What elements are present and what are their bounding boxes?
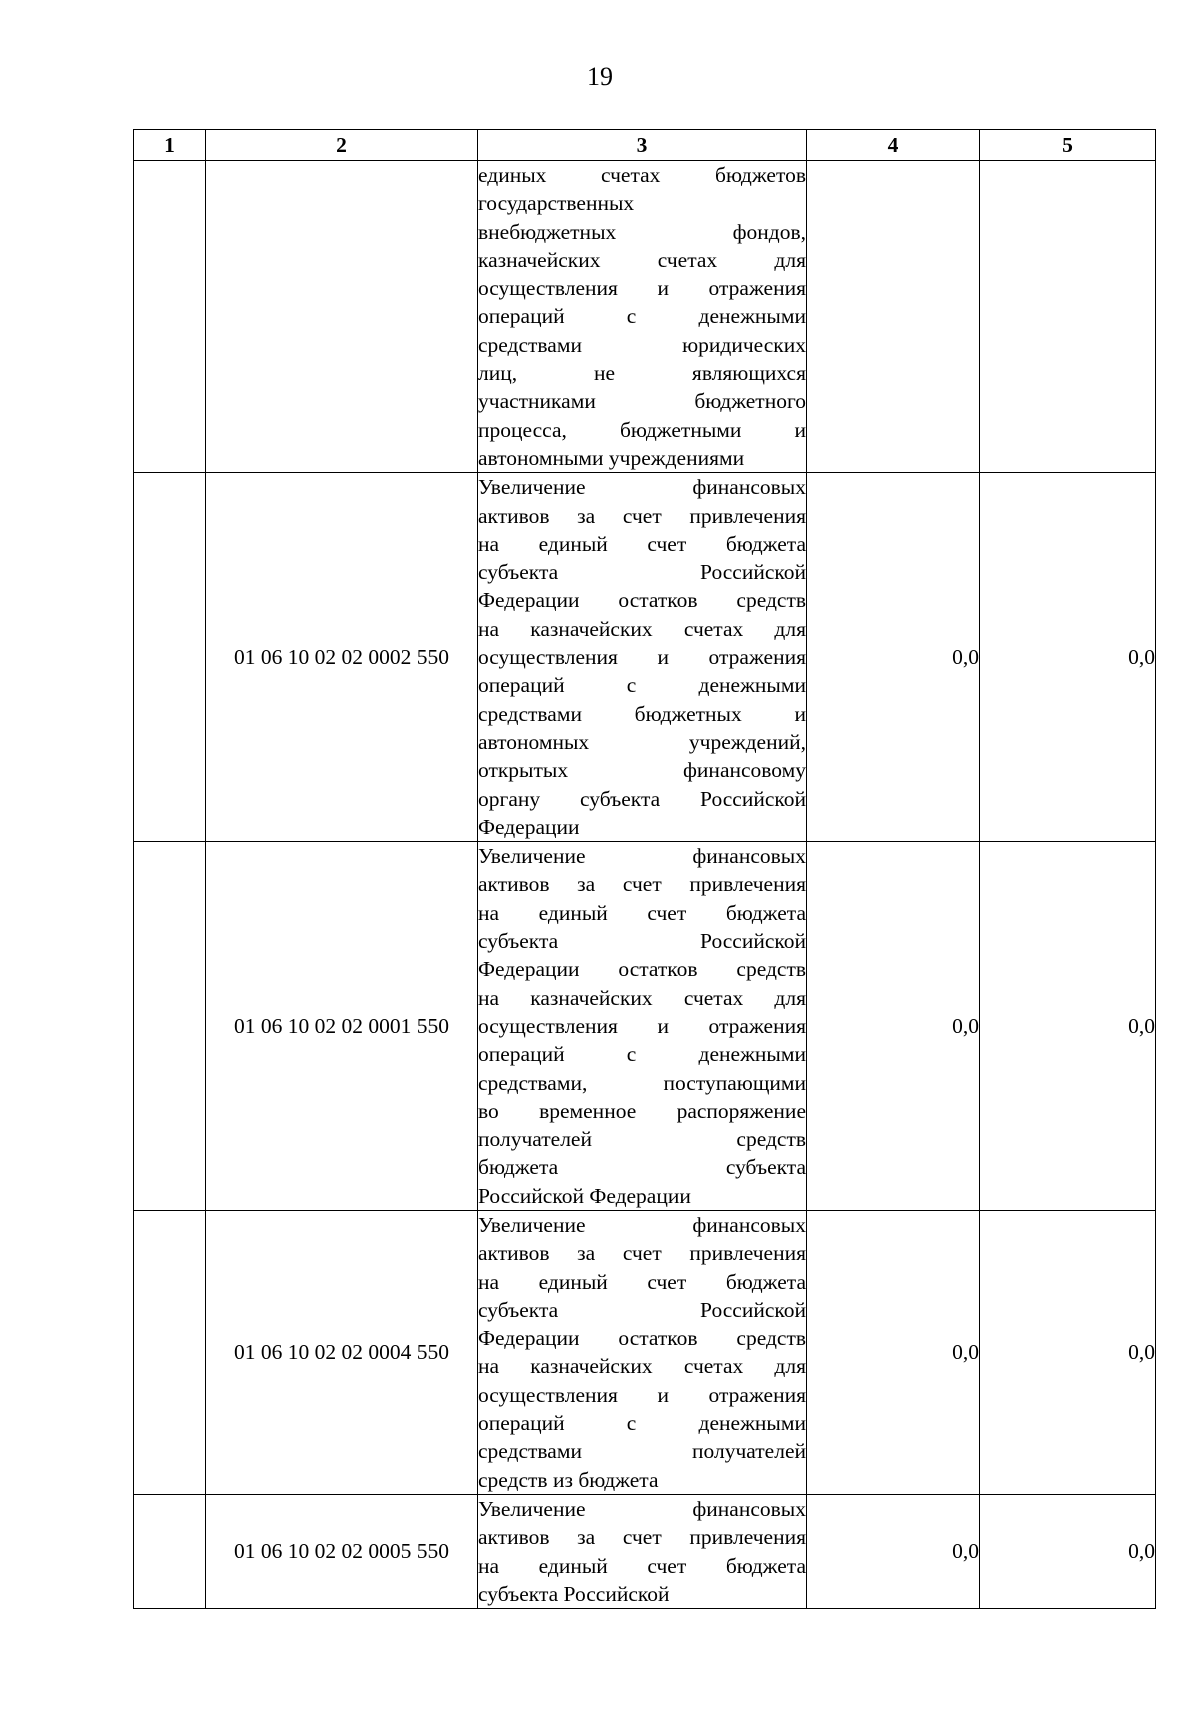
description-line: операций с денежными	[478, 1411, 806, 1436]
description-cell	[478, 161, 807, 473]
description-line: органу субъекта Российской	[478, 786, 806, 811]
description-line: получателей средств	[478, 1127, 806, 1152]
description-line: автономными учреждениями	[478, 445, 745, 470]
page-number: 19	[587, 62, 613, 91]
description-line: операций с денежными	[478, 304, 806, 329]
description-line: осуществления и отражения	[478, 1382, 806, 1407]
description-line: средствами, поступающими	[478, 1070, 806, 1095]
budget-code-cell	[206, 161, 478, 473]
table-row	[134, 161, 1156, 473]
table-row	[134, 1494, 1156, 1608]
description-cell	[478, 473, 807, 842]
amount-cell-col5	[980, 161, 1156, 473]
description-line: активов за счет привлечения	[478, 503, 806, 528]
column-header: 4	[807, 130, 980, 161]
description-line: Федерации	[478, 814, 580, 839]
description-line: открытых финансовому	[478, 758, 806, 783]
description-line: на казначейских счетах для	[478, 1354, 806, 1379]
amount-cell-col5: 0,0	[980, 1494, 1156, 1608]
row-number-cell	[134, 161, 206, 473]
amount-cell-col4: 0,0	[807, 473, 980, 842]
table-row	[134, 1210, 1156, 1494]
amount-cell-col4	[807, 161, 980, 473]
description-line: процесса, бюджетными и	[478, 417, 806, 442]
description-line: осуществления и отражения	[478, 1013, 806, 1038]
description-line: активов за счет привлечения	[478, 872, 806, 897]
column-header: 2	[206, 130, 478, 161]
description-line: средствами юридических	[478, 332, 806, 357]
column-header: 5	[980, 130, 1156, 161]
description-line: Федерации остатков средств	[478, 588, 806, 613]
description-line: единых счетах бюджетов	[478, 163, 806, 187]
description-line: автономных учреждений,	[478, 729, 806, 754]
description-line: внебюджетных фондов,	[478, 219, 806, 244]
description-line: на единый счет бюджета	[478, 1553, 806, 1578]
description-line: операций с денежными	[478, 673, 806, 698]
description-line: Увеличение финансовых	[478, 1212, 806, 1237]
description-line: активов за счет привлечения	[478, 1525, 806, 1550]
description-line: средствами получателей	[478, 1439, 806, 1464]
description-line: на единый счет бюджета	[478, 900, 806, 925]
description-line: субъекта Российской	[478, 1581, 670, 1606]
description-line: Увеличение финансовых	[478, 475, 806, 500]
description-line: казначейских счетах для	[478, 247, 806, 272]
table-row	[134, 842, 1156, 1211]
description-cell	[478, 1494, 807, 1608]
description-line: на казначейских счетах для	[478, 616, 806, 641]
description-line: Федерации остатков средств	[478, 957, 806, 982]
description-line: на единый счет бюджета	[478, 531, 806, 556]
column-header: 3	[478, 130, 807, 161]
amount-cell-col5: 0,0	[980, 1210, 1156, 1494]
budget-code-cell: 01 06 10 02 02 0004 550	[206, 1210, 478, 1494]
description-line: бюджета субъекта	[478, 1155, 806, 1180]
description-line: на казначейских счетах для	[478, 985, 806, 1010]
table-header-row	[134, 130, 1156, 161]
amount-cell-col5: 0,0	[980, 473, 1156, 842]
budget-code-cell: 01 06 10 02 02 0005 550	[206, 1494, 478, 1608]
budget-table	[133, 129, 1156, 1609]
description-line: Российской Федерации	[478, 1183, 691, 1208]
description-line: средств из бюджета	[478, 1467, 659, 1492]
table-row	[134, 473, 1156, 842]
amount-cell-col5: 0,0	[980, 842, 1156, 1211]
row-number-cell	[134, 473, 206, 842]
row-number-cell	[134, 1494, 206, 1608]
description-line: участниками бюджетного	[478, 389, 806, 414]
description-line: на единый счет бюджета	[478, 1269, 806, 1294]
description-line: субъекта Российской	[478, 929, 806, 954]
description-line: Федерации остатков средств	[478, 1326, 806, 1351]
description-cell	[478, 1210, 807, 1494]
description-cell	[478, 842, 807, 1211]
amount-cell-col4: 0,0	[807, 1494, 980, 1608]
description-line: Увеличение финансовых	[478, 1496, 806, 1521]
row-number-cell	[134, 842, 206, 1211]
description-line: Увеличение финансовых	[478, 844, 806, 869]
budget-code-cell: 01 06 10 02 02 0001 550	[206, 842, 478, 1211]
description-line: активов за счет привлечения	[478, 1241, 806, 1266]
amount-cell-col4: 0,0	[807, 1210, 980, 1494]
description-line: осуществления и отражения	[478, 276, 806, 301]
description-line: операций с денежными	[478, 1042, 806, 1067]
table-body	[134, 161, 1156, 1609]
description-line: субъекта Российской	[478, 1297, 806, 1322]
description-line: субъекта Российской	[478, 560, 806, 585]
column-header: 1	[134, 130, 206, 161]
description-line: осуществления и отражения	[478, 645, 806, 670]
row-number-cell	[134, 1210, 206, 1494]
description-line: государственных	[478, 191, 635, 216]
description-line: средствами бюджетных и	[478, 701, 806, 726]
description-line: во временное распоряжение	[478, 1098, 806, 1123]
amount-cell-col4: 0,0	[807, 842, 980, 1211]
description-line: лиц, не являющихся	[478, 361, 806, 386]
budget-code-cell: 01 06 10 02 02 0002 550	[206, 473, 478, 842]
